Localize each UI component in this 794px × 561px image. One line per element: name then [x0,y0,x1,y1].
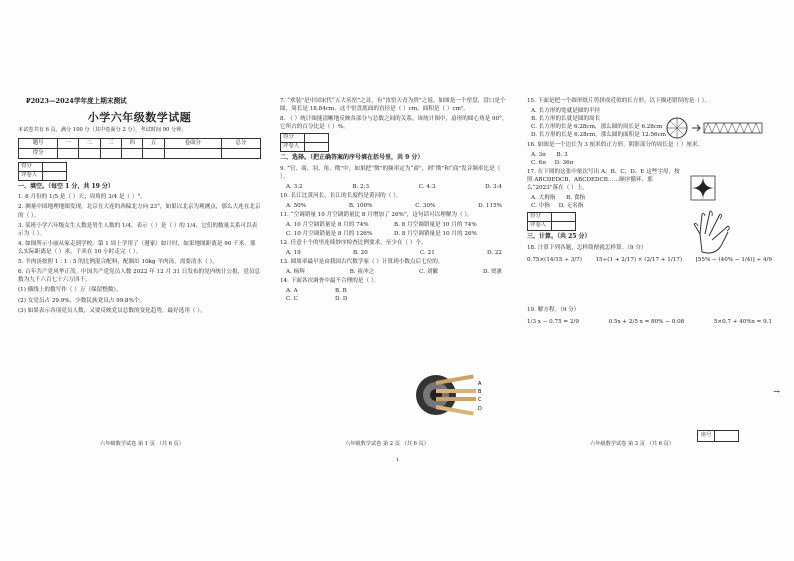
question-10: 10. 长江比黄河长，长江的长度约是黄河的（ ）。 [280,193,402,200]
grade-label: 得分 [281,134,305,143]
question-14: 14. 下面各次调查中最不合理的是（ ）。 [280,278,380,285]
grader-label: 评卷人 [281,143,305,152]
question-19: 19. 解方程。（9 分） [527,306,580,313]
hand-icon [692,210,744,254]
option: A. 杨辉 [286,268,305,275]
score-cell[interactable] [143,149,164,159]
option: C. C [286,296,298,303]
option: B. 祖冲之 [349,268,375,275]
section-heading: 一、填空。（每空 1 分，共 19 分） [18,182,114,190]
option: B. B [335,288,347,295]
grader-cell[interactable] [43,171,67,180]
expression: 1/3 x − 0.75 = 2/9 [527,319,579,326]
score-header: 总分 [221,139,260,149]
score-cell[interactable] [164,149,221,159]
options-11 [280,221,508,237]
score-header: 二 [79,139,100,149]
option: D. 36π [554,159,574,166]
options-9 [280,183,508,191]
svg-text:B: B [478,389,482,395]
center-mark: 1 [396,457,400,463]
score-header: 三 [100,139,121,149]
grade-box [280,133,329,152]
question-4: 4. 如图所示小丽从家走到学校。第 1 周上学用了（遵家）如计时，如果地图距离是 90 千米，那么实际距离是（ ）米，千米在 10 小时走完（ ）。 [18,240,256,256]
options-16 [527,151,772,167]
option: D. 3:4 [485,184,502,190]
question-17: 17. 在下图的这张中依次写出 A、B、C、D、E 这些字母，按照 ABCDEDCB、ABCDEDCB……顺序循环，那么“2023”落在（ ）上。 [527,168,680,192]
expressions-19 [527,318,772,326]
circle-to-rectangle-icon [666,117,766,139]
option: A. 大拇指 [531,195,556,202]
expression: 15÷(1 + 2/17) × (2/17 + 1/17) [595,256,683,263]
option: B. 长方形的长就是圆的周长 [531,116,601,123]
seat-input[interactable] [715,431,739,442]
exam-title: ₽2023—2024学年度上期末测试 [26,97,127,105]
svg-text:C: C [478,397,482,403]
option: A. 长方形的宽就是圆的半径 [531,108,601,115]
option: A. 3:2 [286,184,303,190]
question-6: 6. 百年共产党风华正茂。中国共产党党员人数 2022 年 12 月 31 日发布的党内统计公报，党员总数为九千六百七十六万四千。 [18,269,261,284]
option: D. 贾憲 [482,268,502,275]
grade-label: 得分 [19,163,43,172]
score-cell[interactable] [100,149,121,159]
grader-cell[interactable] [552,222,576,231]
question-1: 1. 6 月份的 1/5 是（ ）天；周角的 3/4 是（ ）°。 [18,194,146,201]
options-10 [280,202,508,210]
grader-cell[interactable] [305,143,329,152]
score-header: 五 [143,139,164,149]
option: D. 22 [487,249,502,256]
question-6a: (1) 横线上的数写作（ ）万（保留整数）。 [18,287,122,294]
option: C. 4:3 [418,184,436,190]
option: B. 食指 [566,195,585,202]
options-13 [280,268,508,276]
column-page-3 [527,97,772,457]
option: D. 长方形的长是 6.28cm，那么圆的面积是 12.56cm [531,132,667,139]
option: A. 3π [531,151,546,158]
grade-cell[interactable] [305,134,329,143]
section-heading: 二、选择。（把正确答案的序号填在括号里，共 9 分） [280,154,424,162]
question-16: 16. 如图是一个边长为 3 厘米的正方形，阴影部分的周长是（ ）厘米。 [527,141,704,148]
score-cell[interactable] [122,149,143,159]
section-heading: 三、计算。（共 25 分） [527,233,591,241]
option: C. 21 [420,249,435,256]
score-cell[interactable] [79,149,100,159]
question-7: 7. “欢装”是中国宋代“五大名窑”之首，有“汝窑天青为贵”之说。如图是一个窑盘，盘口是个圆，周长是 18.84cm，这个窑盘底面的直径是（ ）cm，面积是（ ）cm²。 [280,98,506,113]
question-13: 13. 圆周率最早是由我国古代数学家（ ）计算到小数点后七位的。 [280,258,444,265]
score-table [18,138,261,159]
option: A. A [286,288,298,295]
grader-label: 评卷人 [19,171,43,180]
question-12: 12. 任意十个的里连续妙序检查比例要求，至少在（ ）个。 [280,239,427,246]
score-header: 一 [58,139,79,149]
svg-text:A: A [478,381,482,387]
column-page-1 [18,97,261,457]
page-footer: 六年级数学试卷 第 3 页 （共 6 页） [590,441,674,447]
expressions-18 [527,256,772,264]
page-footer: 六年级数学试卷 第 1 页 （共 6 页） [100,441,184,447]
seat-number-box [697,430,739,442]
grade-cell[interactable] [552,213,576,222]
expression: 5×0.7 + 40%x = 9.1 [713,319,772,326]
shaded-square-icon [690,175,716,201]
score-header: 四 [122,139,143,149]
option: D. 无名指 [558,203,584,210]
grader-label: 评卷人 [528,222,552,231]
score-header: 题号 [19,139,58,149]
question-15: 15. 下面是把一个圆形纸片剪拼成近似的长方形，以下描述错误的是（ ）。 [527,98,711,104]
option: A. 50% [286,203,307,210]
score-cell[interactable] [58,149,79,159]
option: B. 3 [556,151,568,158]
question-3: 3. 某班小学六年级女生人数是男生人数的 1/4，表示（ ）是（ ）的 1/4，它们的数量关系可以表示为（ ）。 [18,222,258,237]
option: D. 8 月空调销量是 10 月的 26% [394,230,477,237]
option: B. 8 月空调销量是 10 月的 74% [394,222,477,229]
option: B. 20 [352,249,368,256]
option: C. 10 月空调销量是 8 月的 126% [286,230,373,237]
options-12 [280,249,508,257]
question-11: 11. “空调销量 10 月空调销量比 8 月增加了 26%”，这句话可以理解为（ ）。 [280,212,473,219]
grade-cell[interactable] [43,163,67,172]
option: C. 长方形的长是 6.28cm，那么圆的周长是 6.28cm [531,124,663,131]
grade-box [527,212,576,231]
question-8: 8. （ ）统计图能清晰地反映各部分与总数之间的关系，该统计图中，扇形的圆心角是 90°，它所占的百分比是（ ）%。 [280,116,508,131]
exam-instructions: 本试卷共有 6 页，满分 100 分（其中卷面分 2 分），考试时间 90 分钟。 [18,127,187,134]
option: B. 2:3 [352,184,370,190]
options-17 [527,194,772,210]
fan-diagram-icon [412,372,484,418]
seat-label: 座号 [698,431,715,442]
options-14 [280,287,390,303]
grade-box [18,162,67,181]
option: A. 10 月空调销量是 8 月的 74% [286,222,369,229]
question-18: 18. 计算下列各题，怎样简便就怎样算。（9 分） [527,244,647,251]
option: C. 中指 [531,203,550,210]
option: C. 刘徽 [419,268,438,275]
score-cell[interactable] [221,149,260,159]
svg-text:D: D [478,406,482,412]
option: A. 19 [286,249,301,256]
option: B. 100% [348,203,373,210]
option: D. D [335,296,348,303]
expression: [55% − (40% − 1/4)] ÷ 4/9 [695,256,772,263]
question-5: 5. 羊肉汤按照 1 : 1 : 5 的比例混合配料，配制出 10kg 羊肉汤，需要清水（ ）。 [18,259,218,266]
score-row-label: 得分 [19,149,58,159]
option: C. 30% [415,203,436,210]
question-2: 2. 测量中国地理地图发现，北京在大连的西偏北方向 23°，如果以北京为观测点，那么大连在北京的（ ）。 [18,204,261,219]
question-6c: (3) 如果表示各项党员人数，又要反映党员总数的变化趋势，最好选用（ ）。 [18,307,206,314]
score-header: 卷面分 [164,139,221,149]
question-6b: (2) 女党员占 29.9%，少数民族党员占 99.8%个。 [18,297,146,304]
expression: 0.5x + 2/5 x = 80% − 0.08 [608,319,685,326]
edge-mark: → [773,387,780,396]
option: C. 6π [531,159,546,166]
grade-label: 得分 [528,213,552,222]
main-title: 小学六年级数学试题 [87,110,192,124]
option: D. 115% [478,203,502,210]
page-footer: 六年级数学试卷 第 2 页 （共 6 页） [345,441,429,447]
question-9: 9. “官、商、羽、角、徵”中，如果把“徵”的频率定为“商”，则“徵”和“商”发音频率比是（ ）。 [280,165,501,180]
expression: 0.75×(14/15 ÷ 3/7) [527,256,582,263]
